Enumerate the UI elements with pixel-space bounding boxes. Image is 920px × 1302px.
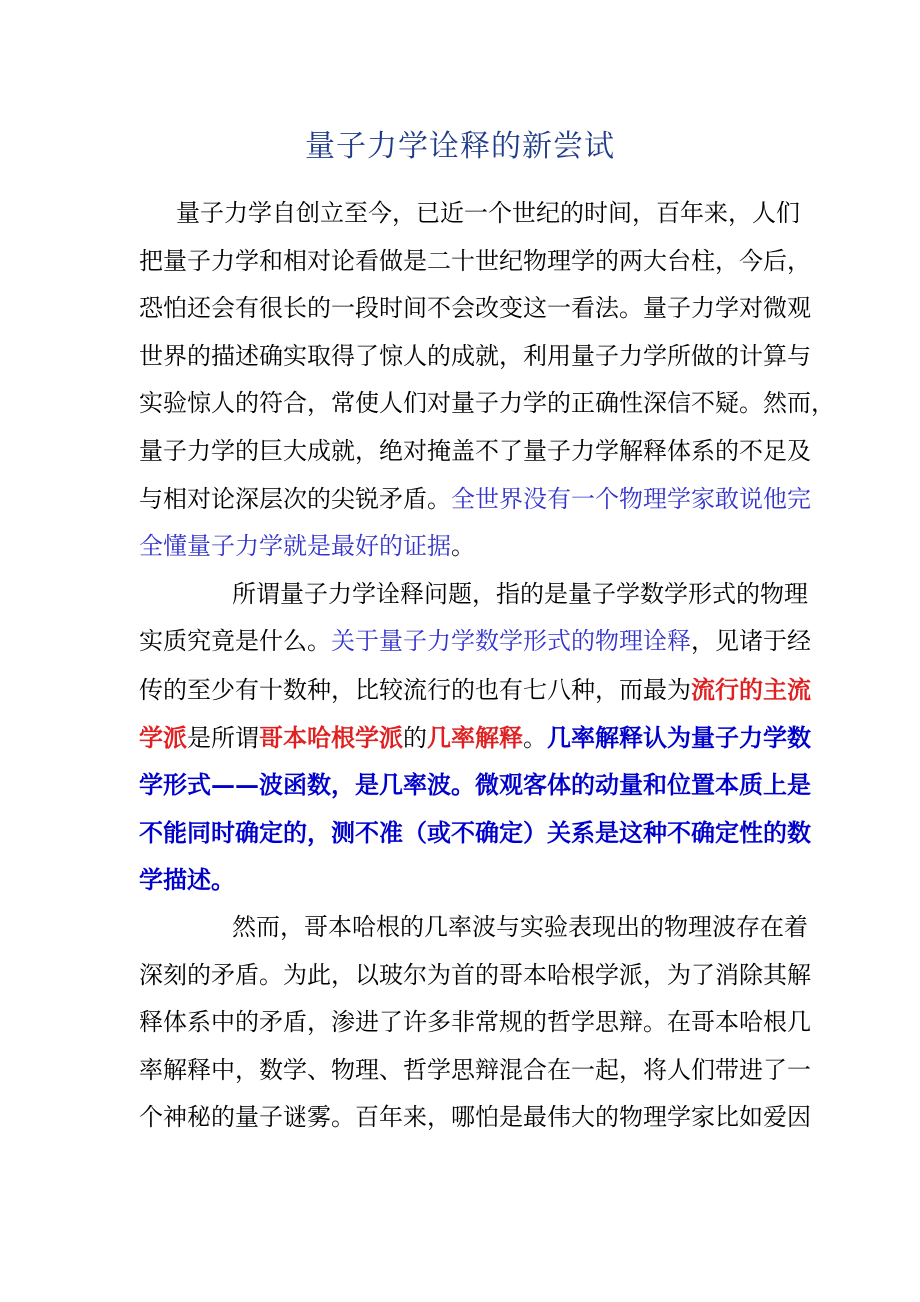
text-line	[139, 999, 811, 1047]
text-line	[139, 856, 783, 904]
text-run: 量子力学的巨大成就，绝对掩盖不了量子力学解释体系的不足及	[139, 436, 811, 465]
highlight-red-text: 流行的主流	[691, 674, 811, 704]
text-line	[139, 714, 811, 762]
text-line	[139, 904, 808, 952]
text-run: 个神秘的量子谜雾。百年来，哪怕是最伟大的物理学家比如爱因	[139, 1103, 811, 1132]
highlight-blue-text: 全世界没有一个物理学家敢说他完	[451, 484, 811, 513]
text-line	[139, 761, 811, 809]
highlight-blue-text: 关于量子力学数学形式的物理诠释	[331, 627, 691, 656]
text-line	[139, 952, 811, 1000]
text-line	[139, 285, 811, 333]
highlight-bold-blue-text: 几率解释认为量子力学数	[547, 722, 811, 752]
text-run: 恐怕还会有很长的一段时间不会改变这一看法。量子力学对微观	[139, 294, 811, 323]
text-run: 释体系中的矛盾，渗进了许多非常规的哲学思辩。在哥本哈根几	[139, 1008, 811, 1037]
text-run: 实质究竟是什么。	[139, 627, 331, 656]
highlight-red-text: 学派	[139, 722, 187, 752]
text-line	[139, 666, 811, 714]
text-run: 然而，哥本哈根的几率波与实验表现出的物理波存在着	[232, 912, 808, 941]
text-line	[139, 809, 811, 857]
highlight-blue-text: 全懂量子力学就是最好的证据	[139, 532, 451, 561]
text-line	[139, 523, 783, 571]
text-run: 所谓量子力学诠释问题，指的是量子学数学形式的物理	[232, 579, 808, 608]
text-line	[139, 1094, 811, 1142]
text-run: 与相对论深层次的尖锐矛盾。	[139, 484, 451, 513]
text-line	[139, 333, 811, 381]
document-body	[139, 190, 835, 1142]
text-run: 量子力学自创立至今，已近一个世纪的时间，百年来，人们	[176, 199, 800, 227]
document-title: 量子力学诠释的新尝试	[305, 129, 615, 164]
highlight-red-text: 几率解释	[427, 722, 523, 752]
text-run: 率解释中，数学、物理、哲学思辩混合在一起，将人们带进了一	[139, 1055, 811, 1084]
text-run: 世界的描述确实取得了惊人的成就，利用量子力学所做的计算与	[139, 341, 811, 370]
text-run: 是所谓	[187, 723, 259, 752]
text-line	[139, 618, 811, 666]
text-run: ，见诸于经	[691, 627, 811, 656]
text-run: 。	[451, 532, 475, 561]
highlight-bold-blue-text: 不能同时确定的，测不准（或不确定）关系是这种不确定性的数	[139, 817, 811, 847]
highlight-red-text: 哥本哈根学派	[259, 722, 403, 752]
text-run: 传的至少有十数种，比较流行的也有七八种，而最为	[139, 675, 691, 704]
text-run: 实验惊人的符合，常使人们对量子力学的正确性深信不疑。然而，	[139, 389, 835, 418]
text-line	[139, 428, 811, 476]
highlight-bold-blue-text: 学形式——波函数，是几率波。微观客体的动量和位置本质上是	[139, 770, 811, 800]
text-run: 深刻的矛盾。为此，以玻尔为首的哥本哈根学派，为了消除其解	[139, 960, 811, 989]
text-line	[139, 380, 835, 428]
text-run: 的	[403, 723, 427, 752]
text-run: 把量子力学和相对论看做是二十世纪物理学的两大台柱，今后，	[139, 246, 811, 275]
text-line	[139, 571, 808, 619]
text-line	[139, 476, 811, 524]
text-line	[139, 238, 811, 286]
text-run: 。	[523, 723, 547, 752]
text-line	[139, 1047, 811, 1095]
highlight-bold-blue-text: 学描述。	[139, 865, 235, 895]
text-line	[139, 190, 800, 238]
